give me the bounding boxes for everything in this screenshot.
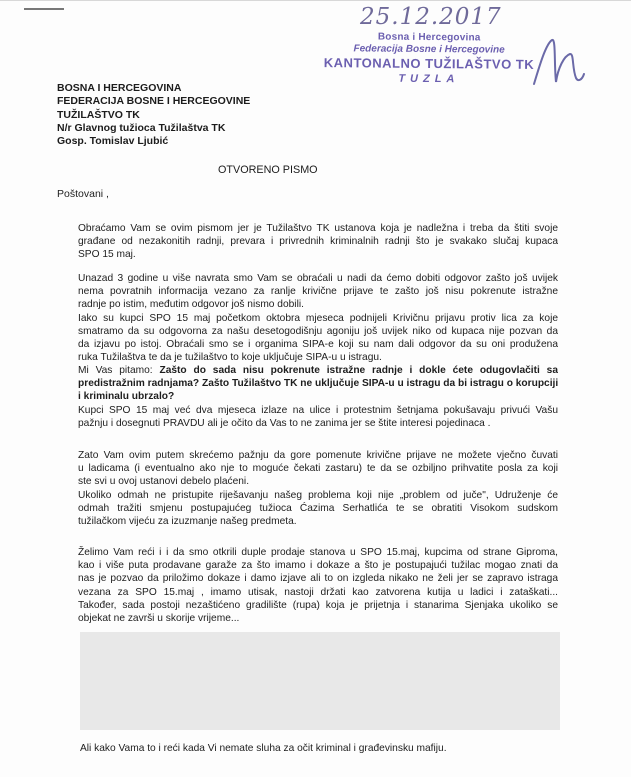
paragraph-5 (78, 449, 558, 528)
text-line: ste svi u ovoj ustanovi debelo plaćeni. (78, 476, 250, 488)
text-line: SPO 15 maj. (78, 249, 136, 261)
paragraph-4 (78, 404, 558, 430)
address-line: BOSNA I HERCEGOVINA (57, 82, 182, 94)
question-prefix: Mi Vas pitamo: (78, 365, 160, 376)
text-line: i kriminalu ubrzalo? (78, 391, 175, 403)
stamp-line-1: Bosna i Hercegovina (377, 31, 481, 44)
address-line: TUŽILAŠTVO TK (57, 108, 140, 121)
text-line: kao i više puta prodavane garaže za što imamo i dokaze a što je postupajući tužilac mogao znati da (78, 560, 558, 572)
text-line: Želimo Vam reći i i da smo otkrili duple prodaje stanova u SPO 15.maj, kupcima od strane Giproma, (78, 547, 558, 558)
text-line: građane od nezakonitih radnji, prevara i privrednih kriminalnih radnji što je svakako slučaj kupaca (78, 236, 558, 248)
text-line: pažnju i dosegnuti PRAVDU ali je očito da Vas to ne zanima jer se štite interesi pojedinaca . (78, 418, 491, 430)
address-line: N/r Glavnog tužioca Tužilaštva TK (57, 121, 226, 134)
handwritten-date: 25.12.2017 (360, 4, 502, 30)
letter-title: OTVORENO PISMO (218, 164, 318, 176)
paragraph-3-question (78, 364, 558, 404)
text-line: Iako su kupci SPO 15 maj početkom oktobra mjeseca podnijeli Krivičnu prijavu protiv lica za koje (78, 312, 558, 324)
text-line: u ladicama (i eventualno ako nje to moguće čekati zastaru) te da se ozbiljno prihvatite posla za koji (78, 463, 558, 475)
text-line: da izjavu po istoj. Obraćali smo se i organima SIPA-e koji su nam dali odgovor da su oni produžena (78, 339, 558, 351)
recipient-address (57, 82, 377, 148)
stamp-line-4: TUZLA (398, 72, 460, 86)
text-line: Kupci SPO 15 maj već dva mjeseca izlaze na ulice i protestnim šetnjama pokušavaju privući Vašu (78, 405, 558, 416)
text-line (78, 364, 558, 377)
paragraph-1 (78, 222, 558, 262)
corner-mark (24, 8, 64, 10)
text-line: nema povratnih informacija vezano za ranlje krivične prijave te zašto još nisu pokrenute istražne (78, 286, 558, 298)
paragraph-2 (78, 272, 558, 364)
text-line: radnje po istim, međutim odgovor još nismo dobili. (78, 299, 304, 311)
stamp-line-3: KANTONALNO TUŽILAŠTVO TK (323, 55, 535, 72)
text-line: Zato Vam ovim putem skrećemo pažnju da gore pomenute krivične prijave ne možete vječno čuvati (78, 450, 558, 461)
text-line: smatramo da su odgovorna za našu desetogodišnju agoniju još uvijek niko od kupaca nije pozvan da (78, 325, 558, 337)
text-line: Ukoliko odmah ne pristupite riješavanju našeg problema koji nije „problem od juče", Udruženje će (78, 489, 558, 501)
text-line: vezana za SPO 15.maj , imamo utisak, nastoji držati kao zatvorena kutija u ladici i zataškati... (78, 586, 558, 598)
text-line: Obraćamo Vam se ovim pismom jer je Tužilaštvo TK ustanova koja je nadležna i treba da štiti svoje (78, 223, 558, 234)
closing-line: Ali kako Vama to i reći kada Vi nemate sluha za očit kriminal i građevinsku mafiju. (80, 743, 447, 754)
stamp-line-2: Federacija Bosne i Hercegovine (353, 43, 505, 56)
question-bold: Zašto do sada nisu pokrenute istražne radnje i dokle ćete odugovlačiti sa (159, 365, 558, 376)
text-line: ruka Tužilaštva te da je tužilaštvo to koje uključuje SIPA-u u istragu. (78, 352, 382, 364)
paragraph-6 (78, 546, 558, 625)
address-line: Gosp. Tomislav Ljubić (57, 135, 169, 148)
text-line: odmah tražiti smjenu postupajućeg tužioca Ćazima Serhatlića te se obratiti Visokom sudskom (78, 502, 558, 514)
text-line: predistražnim radnjama? Zašto Tužilaštvo TK ne uključuje SIPA-u u istragu da bi istragu o korupciji (78, 378, 558, 390)
text-line: nas je pozvao da priložimo dokaze i damo izjave ali to on izgleda nikako ne želi jer se zapravo istraga (78, 573, 558, 585)
greeting: Poštovani , (57, 188, 109, 200)
signature-mark (526, 34, 586, 94)
text-line: Također, sada postoji nezaštićeno gradilište (rupa) koja je prijetnja i stanarima Sjenjaka ukoliko se (78, 599, 558, 611)
address-line: FEDERACIJA BOSNE I HERCEGOVINE (57, 95, 251, 108)
redacted-block (80, 632, 560, 730)
text-line: Unazad 3 godine u više navrata smo Vam se obraćali u nadi da ćemo dobiti odgovor zašto još uvijek (78, 273, 558, 284)
scan-edge (0, 0, 631, 1)
text-line: tužilačkom vijeću za izuzmanje našeg predmeta. (78, 516, 297, 528)
text-line: objekat ne završi u skorije vrijeme... (78, 613, 240, 625)
